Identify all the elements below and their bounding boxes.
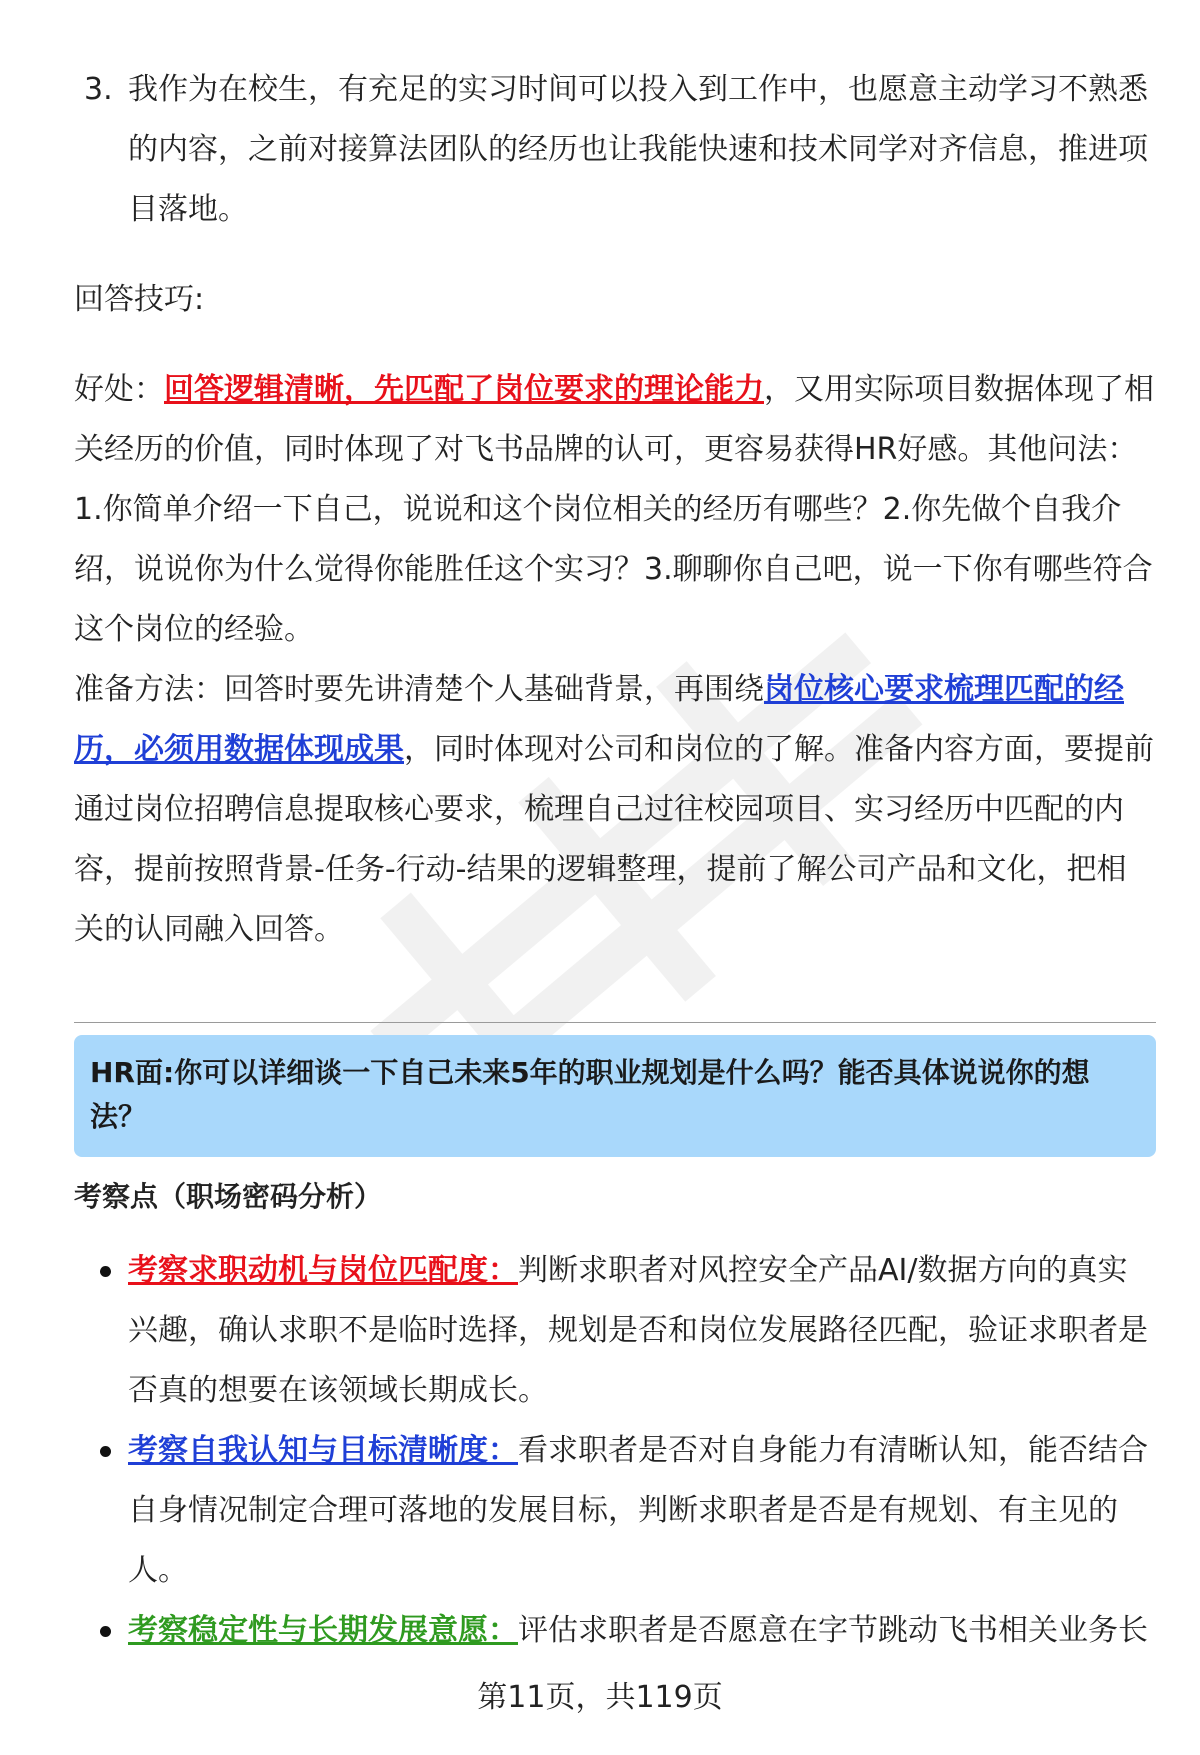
list-item bbox=[74, 1421, 1156, 1601]
analysis-heading: 考察点（职场密码分析） bbox=[74, 1180, 383, 1213]
prep-prefix: 准备方法：回答时要先讲清楚个人基础背景，再围绕 bbox=[74, 672, 764, 707]
bullet-icon bbox=[74, 1601, 128, 1661]
bullet-icon bbox=[74, 1421, 128, 1601]
analysis-label: 考察自我认知与目标清晰度： bbox=[128, 1433, 518, 1468]
analysis-text: 判断求职者对风控安全产品AI/数据方向的真实兴趣，确认求职不是临时选择，规划是否和岗位发展路径匹配，验证求职者是否真的想要在该领域长期成长。 bbox=[128, 1253, 1148, 1408]
question-text: HR面:你可以详细谈一下自己未来5年的职业规划是什么吗？能否具体说说你的想法？ bbox=[90, 1056, 1090, 1133]
analysis-list bbox=[74, 1241, 1156, 1661]
section-divider bbox=[74, 1022, 1156, 1023]
tips-title: 回答技巧: bbox=[74, 282, 205, 317]
item-text: 我作为在校生，有充足的实习时间可以投入到工作中，也愿意主动学习不熟悉的内容，之前对接算法团队的经历也让我能快速和技术同学对齐信息，推进项目落地。 bbox=[128, 72, 1148, 227]
document-page bbox=[74, 60, 1156, 1661]
benefit-highlight: 回答逻辑清晰，先匹配了岗位要求的理论能力 bbox=[164, 372, 764, 407]
item-number: 3. bbox=[84, 72, 113, 107]
list-item bbox=[74, 1241, 1156, 1421]
benefit-prefix: 好处： bbox=[74, 372, 164, 407]
analysis-label: 考察求职动机与岗位匹配度： bbox=[128, 1253, 518, 1288]
prep-paragraph bbox=[74, 660, 1156, 960]
question-callout bbox=[74, 1035, 1156, 1157]
benefit-paragraph bbox=[74, 360, 1156, 660]
analysis-text: 评估求职者是否愿意在字节跳动飞书相关业务长 bbox=[518, 1613, 1148, 1648]
analysis-label: 考察稳定性与长期发展意愿： bbox=[128, 1613, 518, 1648]
list-item bbox=[74, 1601, 1156, 1661]
analysis-text: 看求职者是否对自身能力有清晰认知，能否结合自身情况制定合理可落地的发展目标，判断求职者是否是有规划、有主见的人。 bbox=[128, 1433, 1148, 1588]
prep-rest: ，同时体现对公司和岗位的了解。准备内容方面，要提前通过岗位招聘信息提取核心要求，梳理自己过往校园项目、实习经历中匹配的内容，提前按照背景-任务-行动-结果的逻辑整理，提前了解公司产品和文化，把相关的认同融入回答。 bbox=[74, 732, 1154, 947]
prep-highlight: 岗位核心要求梳理匹配的经历，必须用数据体现成果 bbox=[74, 672, 1124, 767]
benefit-rest: ，又用实际项目数据体现了相关经历的价值，同时体现了对飞书品牌的认可，更容易获得HR好感。其他问法：1.你简单介绍一下自己，说说和这个岗位相关的经历有哪些？2.你先做个自我介绍，说说你为什么觉得你能胜任这个实习？3.聊聊你自己吧，说一下你有哪些符合这个岗位的经验。 bbox=[74, 372, 1154, 647]
numbered-item-3 bbox=[74, 60, 1156, 240]
bullet-icon bbox=[74, 1241, 128, 1421]
page-number: 第11页，共119页 bbox=[477, 1680, 723, 1715]
